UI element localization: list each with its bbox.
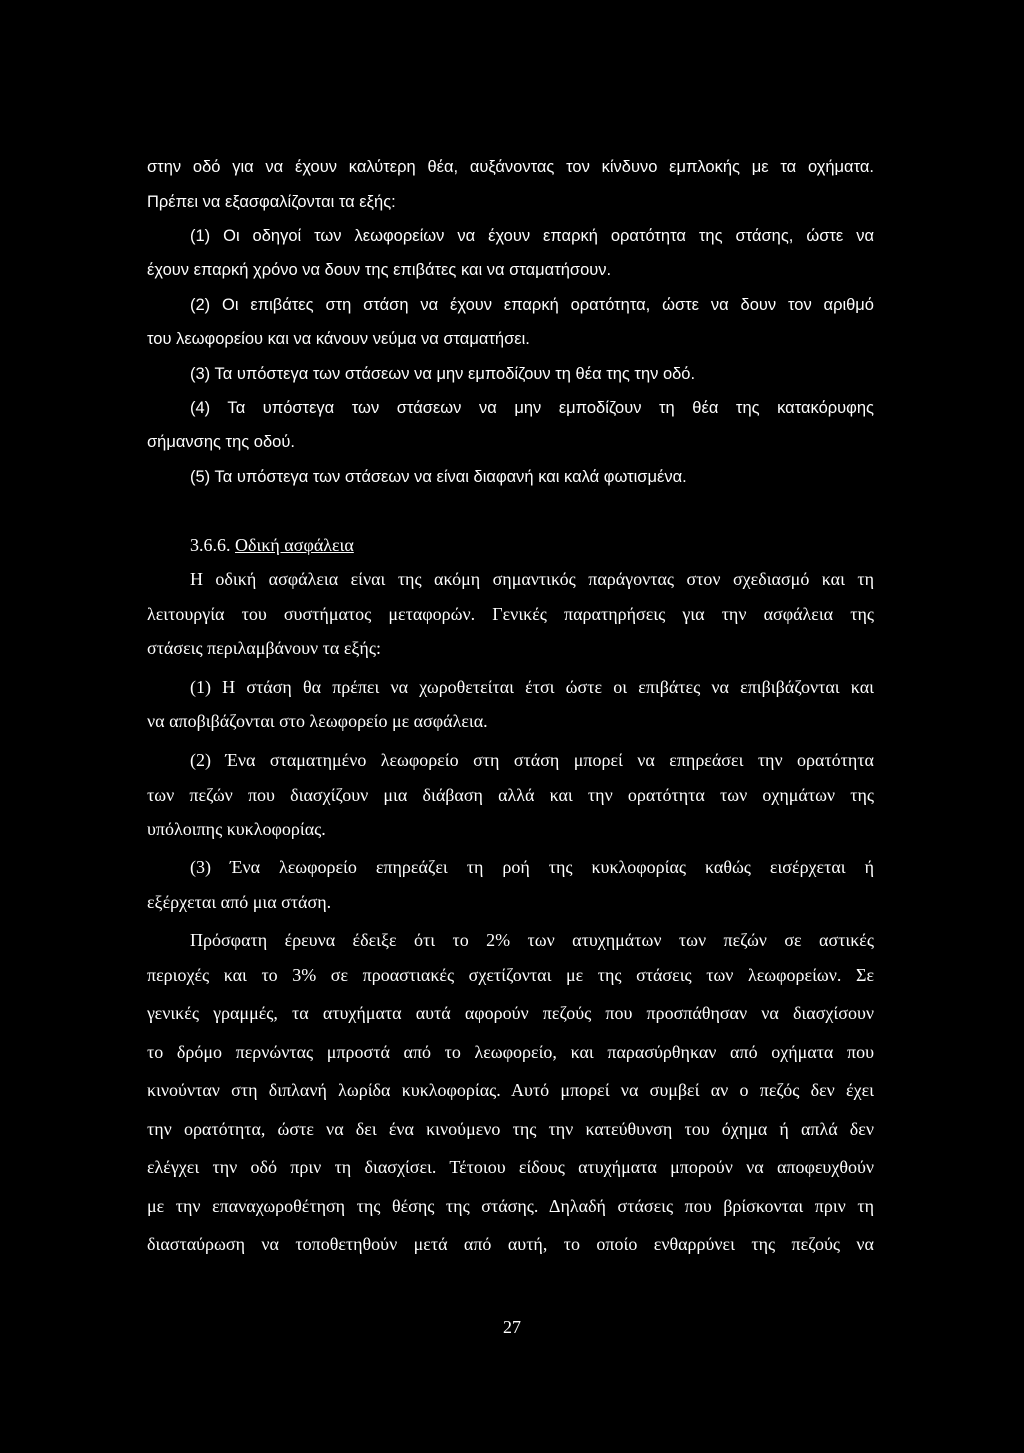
text-line: κινούνταν στη διπλανή λωρίδα κυκλοφορίας. Αυτό μπορεί να συμβεί αν ο πεζός δεν έχει bbox=[147, 1080, 874, 1100]
text-line: να αποβιβάζονται στο λεωφορείο με ασφάλεια. bbox=[147, 711, 488, 731]
text-line: του λεωφορείου και να κάνουν νεύμα να σταματήσει. bbox=[147, 330, 530, 348]
text-line: διασταύρωση να τοποθετηθούν μετά από αυτή, το οποίο ενθαρρύνει της πεζούς να bbox=[147, 1234, 874, 1254]
text-line: των πεζών που διασχίζουν μια διάβαση αλλά και την ορατότητα των οχημάτων της bbox=[147, 785, 874, 805]
text-line: Πρόσφατη έρευνα έδειξε ότι το 2% των ατυχημάτων των πεζών σε αστικές bbox=[190, 930, 874, 950]
text-line: (2) Ένα σταματημένο λεωφορείο στη στάση μπορεί να επηρεάσει την ορατότητα bbox=[190, 750, 874, 770]
text-line: το δρόμο περνώντας μπροστά από το λεωφορείο, και παρασύρθηκαν από οχήματα που bbox=[147, 1042, 874, 1062]
text-line: περιοχές και το 3% σε προαστιακές σχετίζονται με της στάσεις των λεωφορείων. Σε bbox=[147, 965, 874, 985]
page-number: 27 bbox=[503, 1317, 521, 1337]
text-line: στην οδό για να έχουν καλύτερη θέα, αυξάνοντας τον κίνδυνο εμπλοκής με τα οχήματα. bbox=[147, 158, 874, 176]
text-line: (1) Η στάση θα πρέπει να χωροθετείται έτσι ώστε οι επιβάτες να επιβιβάζονται και bbox=[190, 677, 874, 697]
text-line: (1) Οι οδηγοί των λεωφορείων να έχουν επαρκή ορατότητα της στάσης, ώστε να bbox=[190, 227, 874, 245]
text-line: (2) Οι επιβάτες στη στάση να έχουν επαρκή ορατότητα, ώστε να δουν τον αριθμό bbox=[190, 296, 874, 314]
section-heading bbox=[190, 530, 874, 560]
text-line: (5) Τα υπόστεγα των στάσεων να είναι διαφανή και καλά φωτισμένα. bbox=[190, 468, 687, 486]
text-line: Η οδική ασφάλεια είναι της ακόμη σημαντικός παράγοντας στον σχεδιασμό και τη bbox=[190, 569, 874, 589]
text-line: (3) Τα υπόστεγα των στάσεων να μην εμποδίζουν τη θέα της την οδό. bbox=[190, 365, 696, 383]
text-line: σήμανσης της οδού. bbox=[147, 433, 295, 451]
text-line: με την επαναχωροθέτηση της θέσης της στάσης. Δηλαδή στάσεις που βρίσκονται πριν τη bbox=[147, 1196, 874, 1216]
text-line: εξέρχεται από μια στάση. bbox=[147, 892, 332, 912]
text-line: Πρέπει να εξασφαλίζονται τα εξής: bbox=[147, 193, 396, 211]
text-line: (3) Ένα λεωφορείο επηρεάζει τη ροή της κυκλοφορίας καθώς εισέρχεται ή bbox=[190, 857, 874, 877]
text-line: ελέγχει την οδό πριν τη διασχίσει. Τέτοιου είδους ατυχήματα μπορούν να αποφευχθούν bbox=[147, 1157, 874, 1177]
text-line: υπόλοιπης κυκλοφορίας. bbox=[147, 819, 326, 839]
text-line: στάσεις περιλαμβάνουν τα εξής: bbox=[147, 638, 381, 658]
text-line: (4) Τα υπόστεγα των στάσεων να μην εμποδίζουν τη θέα της κατακόρυφης bbox=[190, 399, 874, 417]
text-line: έχουν επαρκή χρόνο να δουν της επιβάτες και να σταματήσουν. bbox=[147, 261, 612, 279]
section-number: 3.6.6. bbox=[190, 535, 235, 555]
text-line: την ορατότητα, ώστε να δει ένα κινούμενο της την κατεύθυνση του όχημα ή απλά δεν bbox=[147, 1119, 874, 1139]
text-line: λειτουργία του συστήματος μεταφορών. Γενικές παρατηρήσεις για την ασφάλεια της bbox=[147, 604, 874, 624]
section-title: Οδική ασφάλεια bbox=[235, 535, 354, 555]
text-line: γενικές γραμμές, τα ατυχήματα αυτά αφορούν πεζούς που προσπάθησαν να διασχίσουν bbox=[147, 1003, 874, 1023]
